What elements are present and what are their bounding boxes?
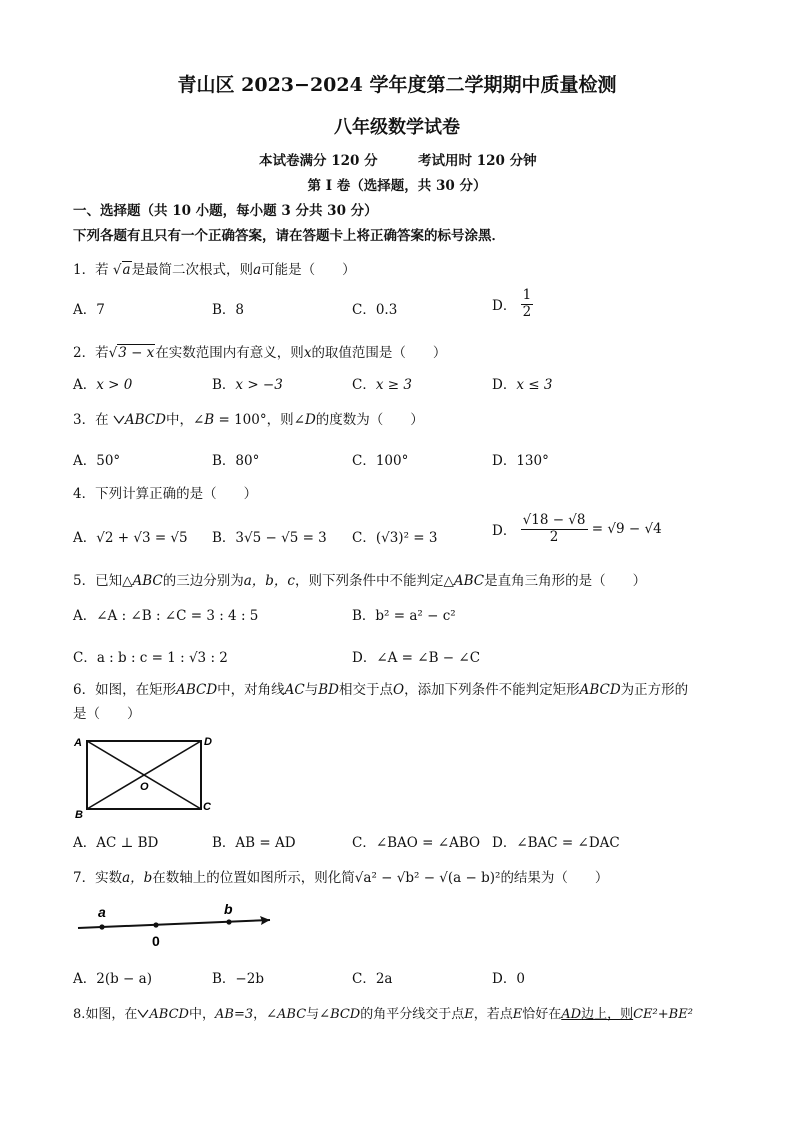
q6-option-d[interactable]: D．∠BAC = ∠DAC <box>492 835 620 851</box>
section-heading: 一、选择题（共 10 小题，每小题 3 分共 30 分） <box>73 203 378 219</box>
q5-option-d[interactable]: D．∠A = ∠B − ∠C <box>352 650 481 666</box>
q4-option-d[interactable]: D． $\frac{√18 - √8}{2}$ = √9 − √4 <box>492 512 662 545</box>
question-4: 4．下列计算正确的是（ ） <box>73 486 258 502</box>
q6-option-c[interactable]: C．∠BAO = ∠ABO <box>352 835 481 851</box>
score-info: 本试卷满分 120 分 <box>259 153 378 169</box>
q5-option-b[interactable]: B．b² = a² − c² <box>352 608 456 624</box>
q1-option-d[interactable]: D． $\frac{1}{2}$ <box>492 287 532 320</box>
q3-option-a[interactable]: A．50° <box>73 453 121 469</box>
question-5: 5．已知△ABC的三边分别为a，b，c，则下列条件中不能判定△ABC是直角三角形的是（ ） <box>73 573 647 589</box>
q7-option-d[interactable]: D．0 <box>492 971 525 987</box>
point-a <box>99 924 104 929</box>
label-d: D <box>204 736 212 748</box>
q5-option-a[interactable]: A．∠A : ∠B : ∠C = 3 : 4 : 5 <box>73 608 259 624</box>
label-axis-a: a <box>98 904 106 920</box>
q1-option-b[interactable]: B．8 <box>212 302 245 318</box>
question-7: 7．实数a，b在数轴上的位置如图所示，则化简√a² − √b² − √(a − b)²的结果为（ ） <box>73 870 609 886</box>
point-zero <box>153 922 158 927</box>
q5-option-c[interactable]: C．a : b : c = 1 : √3 : 2 <box>73 650 228 666</box>
sqrt-a: √a <box>112 262 131 278</box>
section-instruction: 下列各题有且只有一个正确答案，请在答题卡上将正确答案的标号涂黑． <box>73 228 505 244</box>
label-o: O <box>140 781 149 793</box>
q2-option-b[interactable]: B．x > −3 <box>212 377 283 393</box>
part-heading: 第 I 卷（选择题，共 30 分） <box>307 178 487 194</box>
q2-option-d[interactable]: D．x ≤ 3 <box>492 377 553 393</box>
q2-option-a[interactable]: A．x > 0 <box>73 377 133 393</box>
label-axis-b: b <box>224 901 233 917</box>
rectangle-diagram <box>72 732 222 822</box>
parallelogram-icon <box>137 1008 149 1019</box>
sqrt-3-minus-x: √3 − x <box>108 345 155 361</box>
exam-title: 青山区 2023−2024 学年度第二学期期中质量检测 <box>177 74 617 96</box>
q7-expression: √a² − √b² − √(a − b)² <box>354 870 501 886</box>
question-2: 2．若√3 − x在实数范围内有意义，则x的取值范围是（ ） <box>73 345 447 361</box>
question-8: 8.如图，在 ABCD中，AB=3，∠ABC与∠BCD的角平分线交于点E，若点E恰好在AD边上，则CE²+BE² <box>73 1007 693 1022</box>
q4-option-b[interactable]: B．3√5 − √5 = 3 <box>212 530 327 546</box>
q6-option-b[interactable]: B．AB = AD <box>212 835 296 851</box>
label-a: A <box>74 737 82 749</box>
q7-option-c[interactable]: C．2a <box>352 971 393 987</box>
number-line-diagram <box>72 900 292 952</box>
q3-option-c[interactable]: C．100° <box>352 453 409 469</box>
q4-option-a[interactable]: A．√2 + √3 = √5 <box>73 530 188 546</box>
number-line <box>78 920 270 928</box>
q1-option-a[interactable]: A．7 <box>73 302 105 318</box>
parallelogram-icon <box>113 414 125 425</box>
label-b: B <box>75 809 83 821</box>
q6-option-a[interactable]: A．AC ⊥ BD <box>73 835 159 851</box>
fraction-one-half: $\frac{1}{2}$ <box>522 287 532 320</box>
q4-option-c[interactable]: C．(√3)² = 3 <box>352 530 438 546</box>
question-1: 1．若 √a是最简二次根式，则a可能是（ ） <box>73 262 356 278</box>
time-info: 考试用时 120 分钟 <box>418 153 537 169</box>
q3-option-d[interactable]: D．130° <box>492 453 549 469</box>
point-b <box>226 919 231 924</box>
exam-subtitle: 八年级数学试卷 <box>334 117 460 138</box>
q7-option-a[interactable]: A．2(b − a) <box>73 971 152 987</box>
q1-option-c[interactable]: C．0.3 <box>352 302 398 318</box>
question-6-line2: 是（ ） <box>73 706 141 722</box>
q2-option-c[interactable]: C．x ≥ 3 <box>352 377 412 393</box>
q3-option-b[interactable]: B．80° <box>212 453 260 469</box>
q7-option-b[interactable]: B．−2b <box>212 971 264 987</box>
question-6: 6．如图，在矩形ABCD中，对角线AC与BD相交于点O，添加下列条件不能判定矩形ABCD为正方形的 <box>73 682 689 698</box>
label-c: C <box>203 801 211 813</box>
q4-fraction: $\frac{√18 - √8}{2}$ <box>522 512 586 545</box>
question-3: 3．在 ABCD中，∠B = 100°，则∠D的度数为（ ） <box>73 412 424 428</box>
label-axis-zero: 0 <box>152 933 160 949</box>
